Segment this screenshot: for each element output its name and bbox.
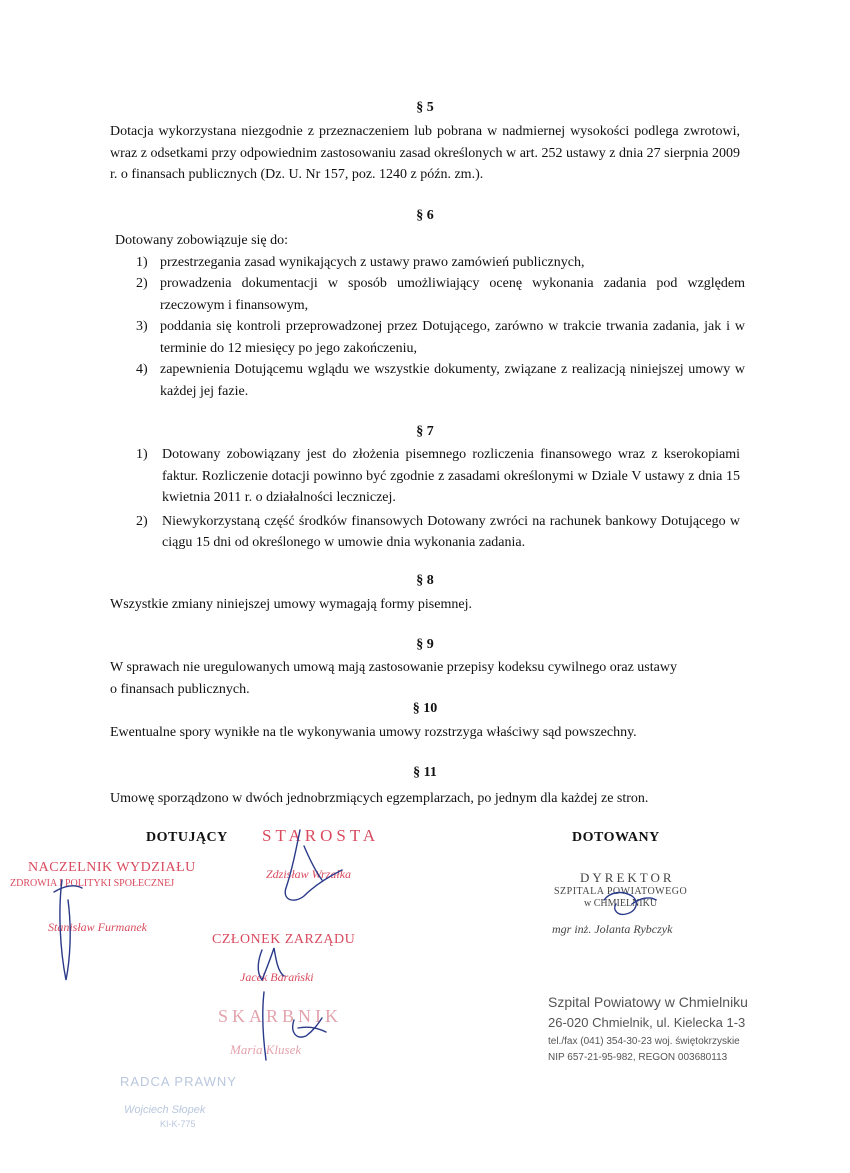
stamp-dyrektor-name: mgr inż. Jolanta Rybczyk xyxy=(552,922,673,936)
stamp-dyrektor-line-3: w CHMIELNIKU xyxy=(584,898,658,909)
section-9-line-1: W sprawach nie uregulowanych umową mają zastosowanie przepisy kodeksu cywilnego oraz ustawy xyxy=(110,660,677,675)
stamp-naczelnik-line-2: ZDROWIA I POLITYKI SPOŁECZNEJ xyxy=(10,878,175,889)
list-item: 2) prowadzenia dokumentacji w sposób umożliwiający ocenę wykonania zadania pod względem rzeczowym i finansowym, xyxy=(136,276,745,313)
list-item: 3) poddania się kontroli przeprowadzonej przez Dotującego, zarówno w trakcie trwania zadania, jak i w terminie do 12 miesięcy po jego zakończeniu, xyxy=(136,319,745,356)
stamp-skarbnik-name: Maria Klusek xyxy=(230,1042,302,1057)
section-11-text: Umowę sporządzono w dwóch jednobrzmiących egzemplarzach, po jednym dla każdej ze stron. xyxy=(110,791,649,806)
stamp-naczelnik-name: Stanisław Furmanek xyxy=(48,920,147,934)
stamp-dyrektor-line-2: SZPITALA POWIATOWEGO xyxy=(554,886,688,897)
section-7-heading: § 7 xyxy=(416,424,434,439)
stamp-czlonek-zarzadu: CZŁONEK ZARZĄDU xyxy=(212,932,356,947)
hospital-stamp-line-1: Szpital Powiatowy w Chmielniku xyxy=(548,994,748,1010)
section-6-intro: Dotowany zobowiązuje się do: xyxy=(115,233,289,248)
stamp-dyrektor-line-1: DYREKTOR xyxy=(580,870,675,885)
grantor-title: DOTUJĄCY xyxy=(146,830,228,845)
section-9-line-2: o finansach publicznych. xyxy=(110,682,250,697)
list-item: 1) Dotowany zobowiązany jest do złożenia pisemnego rozliczenia finansowego wraz z kserokopiami faktur. Rozliczenie dotacji powinno być zgodnie z zasadami określonymi w Dziale V ustawy z dnia 15 kwietnia 2011 r. o działalności leczniczej. xyxy=(136,447,740,505)
section-10-text: Ewentualne spory wynikłe na tle wykonywania umowy rozstrzyga właściwy sąd powszechny. xyxy=(110,725,637,740)
hospital-stamp-line-4: NIP 657-21-95-982, REGON 003680113 xyxy=(548,1052,728,1063)
stamp-czlonek-name: Jacek Barański xyxy=(240,970,314,984)
section-10-heading: § 10 xyxy=(412,701,438,716)
stamp-radca-prawny: RADCA PRAWNY xyxy=(120,1074,237,1089)
hospital-stamp-line-2: 26-020 Chmielnik, ul. Kielecka 1-3 xyxy=(548,1015,746,1030)
list-item: 1) przestrzegania zasad wynikających z ustawy prawo zamówień publicznych, xyxy=(136,254,585,270)
stamp-naczelnik-line-1: NACZELNIK WYDZIAŁU xyxy=(28,860,196,875)
stamp-starosta-name: Zdzisław Wrzałka xyxy=(266,867,352,881)
section-5-text: Dotacja wykorzystana niezgodnie z przeznaczeniem lub pobrana w nadmiernej wysokości podlega zwrotowi, wraz z odsetkami przy odpowiednim zastosowaniu zasad określonych w art. 252 ustawy z dnia 27 sierpnia 2009 r. o finansach publicznych (Dz. U. Nr 157, poz. 1240 z późn. zm.). xyxy=(110,124,740,182)
grantee-title: DOTOWANY xyxy=(572,830,660,845)
stamp-skarbnik: SKARBNIK xyxy=(218,1006,343,1026)
stamp-radca-id: KI-K-775 xyxy=(160,1119,196,1129)
stamp-starosta: STAROSTA xyxy=(262,826,380,845)
section-8-heading: § 8 xyxy=(416,573,434,588)
section-9-heading: § 9 xyxy=(416,637,434,652)
hospital-stamp-line-3: tel./fax (041) 354-30-23 woj. świętokrzyskie xyxy=(548,1036,740,1047)
section-11-heading: § 11 xyxy=(413,765,437,780)
stamp-radca-name: Wojciech Słopek xyxy=(124,1104,206,1116)
list-item: 4) zapewnienia Dotującemu wglądu we wszystkie dokumenty, związane z realizacją niniejszej umowy w każdej jej fazie. xyxy=(136,362,745,399)
section-8-text: Wszystkie zmiany niniejszej umowy wymagają formy pisemnej. xyxy=(110,597,472,612)
section-5-heading: § 5 xyxy=(416,100,434,115)
section-6-heading: § 6 xyxy=(416,208,434,223)
list-item: 2) Niewykorzystaną część środków finansowych Dotowany zwróci na rachunek bankowy Dotującego w ciągu 15 dni od określonego w umowie dnia wykonania zadania. xyxy=(136,513,740,550)
